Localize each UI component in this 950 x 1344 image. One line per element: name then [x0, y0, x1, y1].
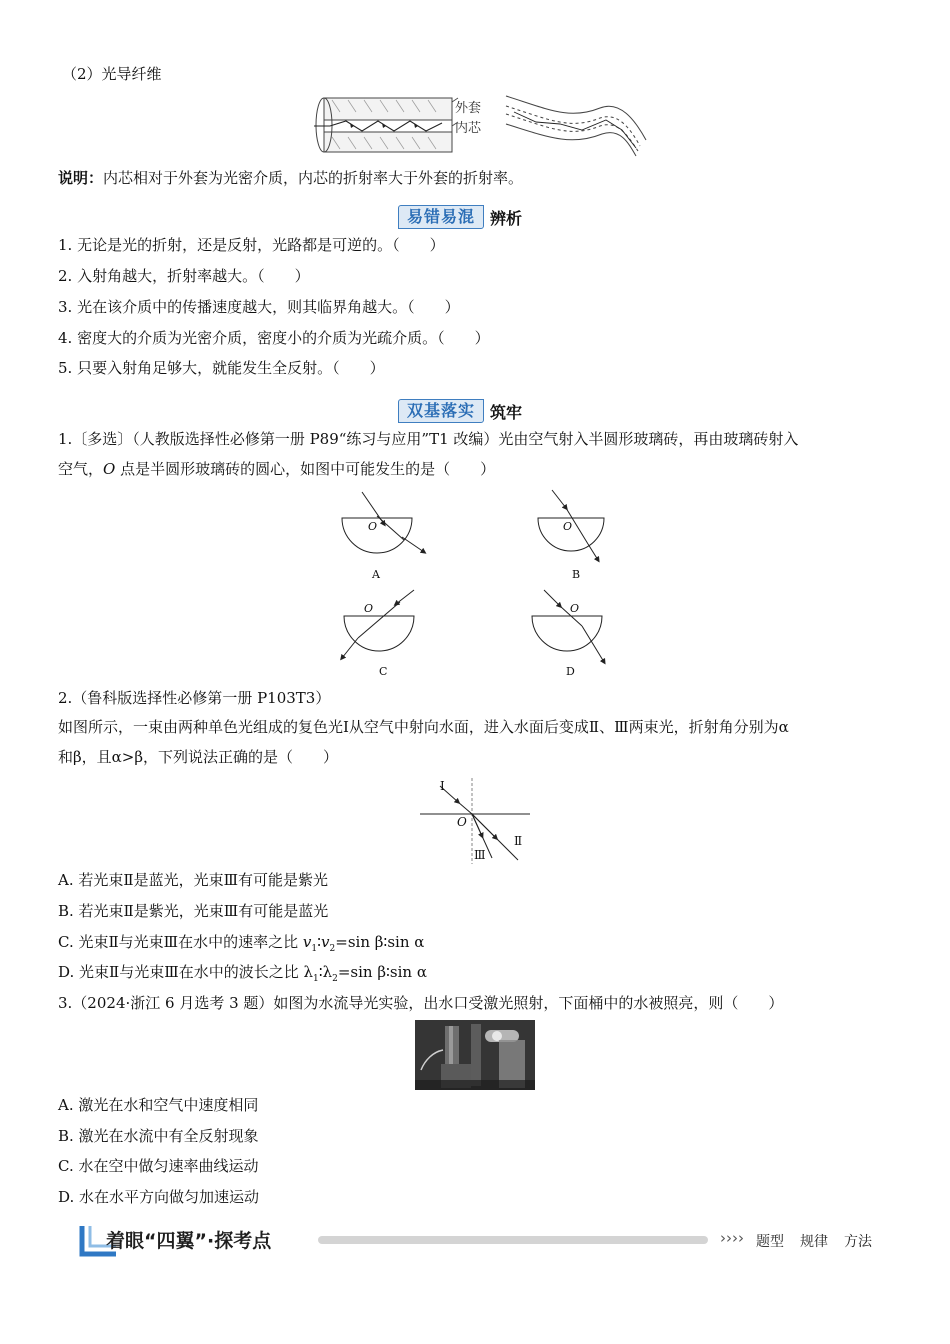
judge-item-3: 3. 光在该介质中的传播速度越大，则其临界角越大。（ ） — [58, 298, 460, 316]
option-label-b: B — [572, 568, 581, 581]
straight-fiber-figure — [314, 98, 458, 152]
footer-banner — [78, 1222, 878, 1262]
banner-tag: 双基落实 — [398, 399, 484, 423]
ray-label-3: Ⅲ — [474, 848, 486, 862]
judge-item-1: 1. 无论是光的折射，还是反射，光路都是可逆的。（ ） — [58, 236, 445, 254]
q2-option-c: C. 光束Ⅱ与光束Ⅲ在水中的速率之比 $v_1∶v_2=\sin$ β∶sin α — [58, 933, 425, 954]
fiber-heading: （2）光导纤维 — [62, 65, 162, 83]
option-label-d: D — [566, 665, 575, 678]
footer-tag-3: 方法 — [844, 1234, 872, 1250]
q2-option-d: D. 光束Ⅱ与光束Ⅲ在水中的波长之比 $\lambda_1∶\lambda_2=\sin$ β∶sin α — [58, 963, 427, 984]
note-text: 内芯相对于外套为光密介质，内芯的折射率大于外套的折射率。 — [103, 169, 524, 187]
q2-option-b: B. 若光束Ⅱ是紫光，光束Ⅲ有可能是蓝光 — [58, 902, 329, 920]
fiber-note — [58, 168, 523, 188]
banner-tail: 筑牢 — [490, 402, 523, 422]
o-label-d: O — [570, 602, 580, 615]
judge-item-2: 2. 入射角越大，折射率越大。（ ） — [58, 267, 310, 285]
banner-mistakes — [398, 204, 522, 230]
judge-item-5: 5. 只要入射角足够大，就能发生全反射。（ ） — [58, 359, 385, 377]
footer-tag-1: 题型 — [756, 1234, 784, 1250]
q1-stem-line1: 1.〔多选〕（人教版选择性必修第一册 P89“练习与应用”T1 改编）光由空气射入半圆形玻璃砖，再由玻璃砖射入 — [58, 430, 799, 448]
q3-option-d: D. 水在水平方向做匀加速运动 — [58, 1188, 260, 1206]
banner-basics — [398, 398, 522, 424]
q2-stem-line1: 如图所示，一束由两种单色光组成的复色光Ⅰ从空气中射向水面，进入水面后变成Ⅱ、Ⅲ两束光，折射角分别为α — [58, 718, 789, 736]
q3-stem: 3.（2024·浙江 6 月选考 3 题）如图为水流导光实验，出水口受激光照射，下面桶中的水被照亮，则（ ） — [58, 994, 784, 1012]
q1-stem-line2: 空气，O 点是半圆形玻璃砖的圆心，如图中可能发生的是（ ） — [58, 460, 496, 478]
note-label: 说明： — [58, 169, 104, 187]
q3-option-c: C. 水在空中做匀速率曲线运动 — [58, 1157, 259, 1175]
banner-tag: 易错易混 — [398, 205, 484, 229]
figure-c — [342, 590, 414, 658]
figure-d — [532, 590, 604, 662]
ray-label-2: Ⅱ — [514, 834, 523, 848]
footer-bar — [318, 1236, 708, 1244]
curved-fiber-figure — [506, 96, 646, 156]
water-light-photo — [415, 1020, 535, 1090]
q1-figures — [320, 486, 640, 686]
banner-tail: 辨析 — [490, 208, 523, 228]
o-label-b: O — [563, 520, 573, 533]
figure-a — [342, 492, 424, 553]
label-outer: 外套 — [455, 101, 482, 116]
option-label-a: A — [372, 568, 380, 581]
q2-source: 2.（鲁科版选择性必修第一册 P103T3） — [58, 689, 331, 707]
footer-title: 着眼“四翼”·探考点 — [106, 1230, 272, 1252]
o-label-a: O — [368, 520, 378, 533]
o-label-c: O — [364, 602, 374, 615]
q3-option-a: A. 激光在水和空气中速度相同 — [58, 1096, 259, 1114]
chevron-right-icon: ›››› — [720, 1229, 744, 1247]
judge-item-4: 4. 密度大的介质为光密介质，密度小的介质为光疏介质。（ ） — [58, 329, 490, 347]
ray-label-1: Ⅰ — [440, 779, 445, 793]
fiber-diagram — [310, 90, 660, 162]
point-label-o: O — [457, 815, 467, 829]
q2-stem-line2: 和β，且α>β，下列说法正确的是（ ） — [58, 748, 339, 766]
label-inner: 内芯 — [455, 121, 482, 136]
q3-option-b: B. 激光在水流中有全反射现象 — [58, 1127, 259, 1145]
footer-tag-2: 规律 — [800, 1234, 828, 1250]
q2-option-a: A. 若光束Ⅱ是蓝光，光束Ⅲ有可能是紫光 — [58, 871, 329, 889]
option-label-c: C — [379, 665, 388, 678]
